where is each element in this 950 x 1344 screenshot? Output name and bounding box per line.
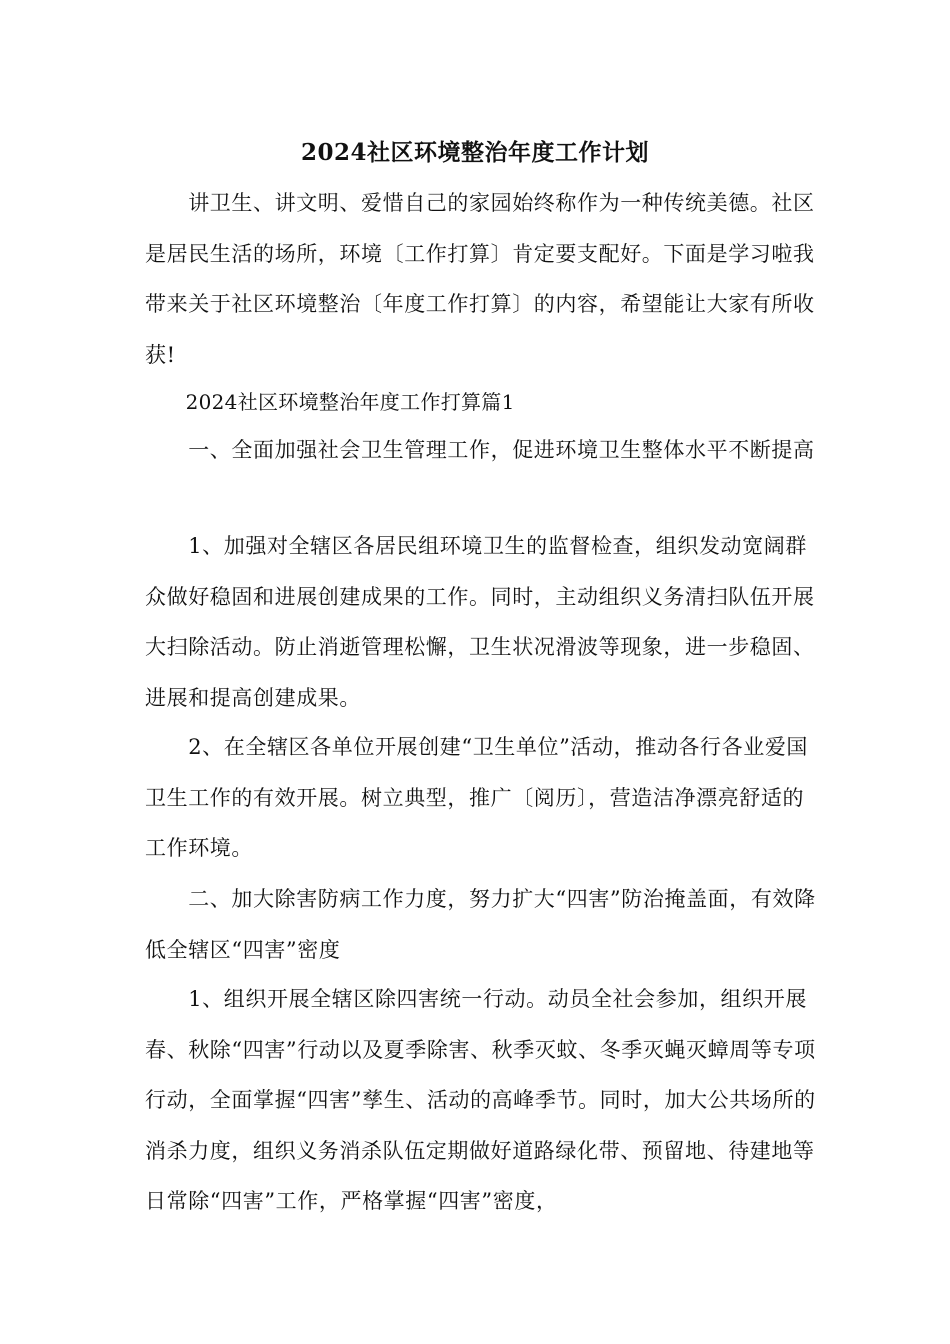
part1-item1-paragraph: 1、加强对全辖区各居民组环境卫生的监督检查，组织发动宽阔群众做好稳固和进展创建成果的工作。同时，主动组织义务清扫队伍开展大扫除活动。防止消逝管理松懈，卫生状况滑波等现象，进一步稳固、进展和提高创建成果。	[145, 534, 815, 710]
part2-heading: 二、加大除害防病工作力度，努力扩大“四害”防治掩盖面，有效降低全辖区“四害”密度	[145, 887, 816, 962]
part1-item2-paragraph: 2、在全辖区各单位开展创建“卫生单位”活动，推动各行各业爱国卫生工作的有效开展。树立典型，推广〔阅历〕，营造洁净漂亮舒适的工作环境。	[145, 735, 809, 860]
part2-item1-paragraph: 1、组织开展全辖区除四害统一行动。动员全社会参加，组织开展春、秋除“四害”行动以及夏季除害、秋季灭蚊、冬季灭蝇灭蟑周等专项行动，全面掌握“四害”孳生、活动的高峰季节。同时，加大公共场所的消杀力度，组织义务消杀队伍定期做好道路绿化带、预留地、待建地等日常除“四害”工作，严格掌握“四害”密度，	[145, 987, 816, 1213]
document-title: 2024社区环境整治年度工作计划	[300, 139, 649, 166]
intro-paragraph: 讲卫生、讲文明、爱惜自己的家园始终称作为一种传统美德。社区是居民生活的场所，环境〔工作打算〕肯定要支配好。下面是学习啦我带来关于社区环境整治〔年度工作打算〕的内容，希望能让大家有所收获!	[145, 191, 815, 367]
section-heading: 2024社区环境整治年度工作打算篇1	[145, 390, 515, 414]
part1-heading: 一、全面加强社会卫生管理工作，促进环境卫生整体水平不断提高	[145, 438, 815, 462]
